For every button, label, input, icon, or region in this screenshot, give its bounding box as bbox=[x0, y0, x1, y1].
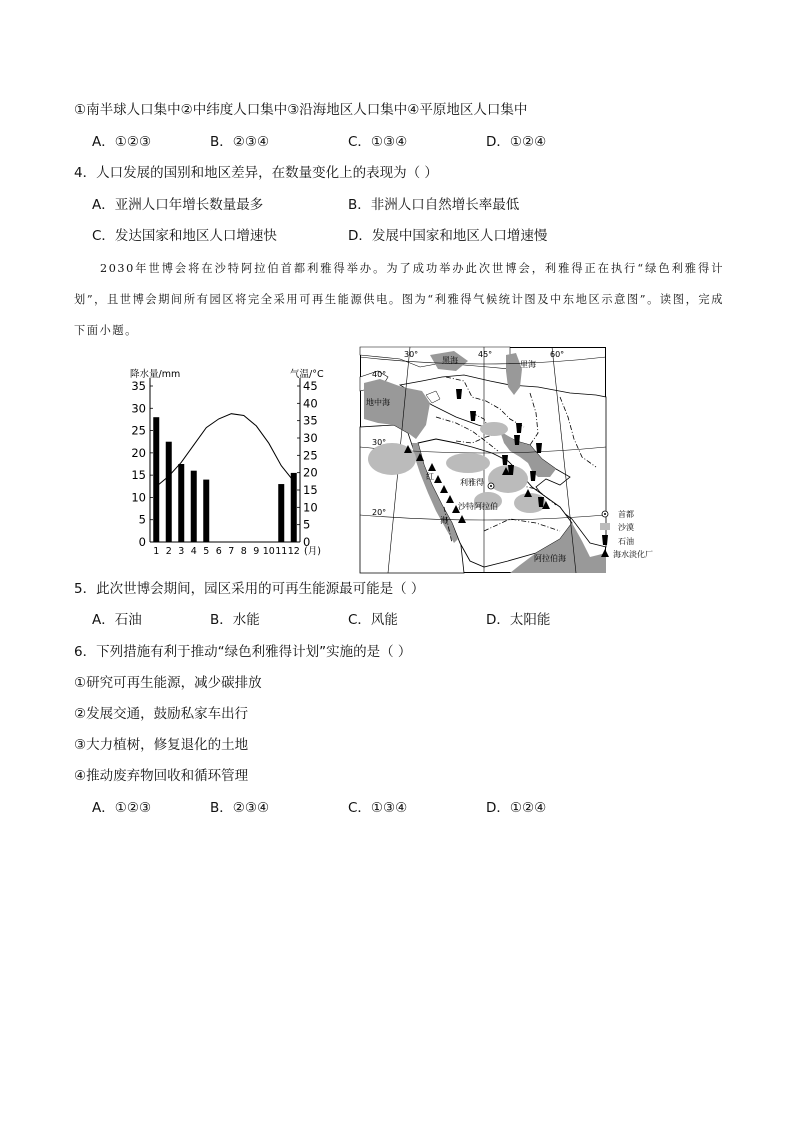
lon-label-30: 30° bbox=[404, 350, 419, 359]
right-tick-label: 45 bbox=[303, 379, 318, 393]
lat-label-20: 20° bbox=[372, 508, 387, 517]
q5-stem: 5．此次世博会期间，园区采用的可再生能源最可能是（ ） bbox=[74, 581, 425, 597]
legend-desert: 沙漠 bbox=[618, 523, 634, 532]
label-red-sea-1: 红 bbox=[426, 472, 434, 481]
right-tick-label: 25 bbox=[303, 448, 318, 463]
q3-option-b: B．②③④ bbox=[210, 134, 270, 150]
left-tick-label: 5 bbox=[138, 512, 146, 527]
q6-option-d: D．①②④ bbox=[486, 800, 547, 816]
lat-label-30: 30° bbox=[372, 438, 387, 447]
q4-option-b: B．非洲人口自然增长率最低 bbox=[348, 197, 520, 213]
q6-item-3: ③大力植树，修复退化的土地 bbox=[74, 737, 249, 753]
month-unit-label: (月) bbox=[304, 546, 321, 557]
month-label: 9 bbox=[253, 546, 260, 557]
label-saudi: 沙特阿拉伯 bbox=[458, 502, 498, 511]
q6-item-1: ①研究可再生能源，减少碳排放 bbox=[74, 675, 262, 691]
left-tick-label: 35 bbox=[131, 379, 146, 393]
q6-option-c: C．①③④ bbox=[348, 800, 408, 816]
capital-marker bbox=[488, 483, 494, 489]
label-red-sea-2: 海 bbox=[440, 516, 448, 525]
right-tick-label: 0 bbox=[303, 535, 311, 549]
lon-label-60: 60° bbox=[550, 350, 565, 359]
lat-label-40: 40° bbox=[372, 370, 387, 379]
left-tick-label: 15 bbox=[131, 468, 146, 483]
q6-option-b: B．②③④ bbox=[210, 800, 270, 816]
precip-bar bbox=[166, 442, 172, 542]
climate-chart bbox=[128, 364, 338, 564]
right-tick-label: 40 bbox=[303, 396, 318, 411]
month-label: 6 bbox=[215, 546, 222, 557]
q4-option-d: D．发展中国家和地区人口增速慢 bbox=[348, 228, 548, 244]
month-label: 2 bbox=[165, 546, 172, 557]
passage-text: 2030年世博会将在沙特阿拉伯首都利雅得举办。为了成功举办此次世博会，利雅得正在执行“绿色利雅得计划”，且世博会期间所有园区将完全采用可再生能源供电。图为“利雅得气候统计图及中东地区示意图”。读图，完成下面小题。 bbox=[74, 262, 724, 337]
legend-oil-icon bbox=[602, 535, 608, 545]
reading-passage bbox=[74, 253, 724, 346]
precip-bar bbox=[191, 471, 197, 542]
month-label: 5 bbox=[203, 546, 210, 557]
middle-east-map bbox=[360, 347, 653, 573]
q3-option-c: C．①③④ bbox=[348, 134, 408, 150]
left-tick-label: 30 bbox=[131, 401, 146, 416]
q6-stem: 6．下列措施有利于推动“绿色利雅得计划”实施的是（ ） bbox=[74, 644, 412, 660]
temperature-line bbox=[156, 414, 293, 487]
right-tick-label: 30 bbox=[303, 431, 318, 445]
label-caspian: 里海 bbox=[520, 360, 536, 369]
month-label: 1 bbox=[153, 546, 160, 557]
q5-option-d: D．太阳能 bbox=[486, 612, 551, 628]
left-tick-label: 10 bbox=[131, 490, 146, 505]
legend-desert-icon bbox=[600, 523, 610, 530]
month-label: 10 bbox=[262, 546, 275, 557]
q3-option-a: A．①②③ bbox=[92, 134, 152, 150]
precip-bar bbox=[153, 417, 159, 542]
q5-option-b: B．水能 bbox=[210, 612, 260, 628]
month-label: 3 bbox=[178, 546, 185, 557]
q6-item-2: ②发展交通，鼓励私家车出行 bbox=[74, 706, 249, 722]
right-tick-label: 20 bbox=[303, 465, 318, 480]
label-arabian-sea: 阿拉伯海 bbox=[534, 554, 566, 563]
month-label: 8 bbox=[240, 546, 247, 557]
month-label: 7 bbox=[228, 546, 235, 557]
q3-option-d: D．①②④ bbox=[486, 134, 547, 150]
legend-desal: 海水淡化厂 bbox=[613, 550, 653, 559]
legend-capital: 首都 bbox=[618, 510, 634, 519]
right-tick-label: 15 bbox=[303, 483, 318, 497]
map-legend bbox=[600, 509, 653, 559]
q3-statement: ①南半球人口集中②中纬度人口集中③沿海地区人口集中④平原地区人口集中 bbox=[74, 102, 528, 118]
legend-oil: 石油 bbox=[618, 537, 634, 546]
q4-stem: 4．人口发展的国别和地区差异，在数量变化上的表现为（ ） bbox=[74, 165, 438, 181]
left-tick-label: 0 bbox=[138, 535, 146, 549]
month-label: 11 bbox=[275, 546, 288, 557]
right-axis-title: 气温/°C bbox=[290, 369, 324, 380]
label-mediterranean: 地中海 bbox=[366, 398, 390, 407]
q5-option-c: C．风能 bbox=[348, 612, 398, 628]
precip-bar bbox=[178, 464, 184, 542]
right-tick-label: 10 bbox=[303, 500, 318, 515]
q5-option-a: A．石油 bbox=[92, 612, 142, 628]
left-tick-label: 20 bbox=[131, 445, 146, 460]
q6-item-4: ④推动废弃物回收和循环管理 bbox=[74, 768, 249, 784]
left-axis-title: 降水量/mm bbox=[130, 369, 181, 380]
q4-option-a: A．亚洲人口年增长数量最多 bbox=[92, 197, 264, 213]
label-black-sea: 黑海 bbox=[442, 356, 458, 365]
left-tick-label: 25 bbox=[131, 423, 146, 438]
right-tick-label: 35 bbox=[303, 413, 318, 428]
precip-bar bbox=[291, 473, 297, 542]
right-tick-label: 5 bbox=[303, 517, 311, 532]
precip-bar bbox=[278, 484, 284, 542]
precip-bar bbox=[203, 480, 209, 542]
q6-option-a: A．①②③ bbox=[92, 800, 152, 816]
month-label: 4 bbox=[190, 546, 197, 557]
month-label: 12 bbox=[287, 546, 300, 557]
lon-label-45: 45° bbox=[478, 350, 493, 359]
label-riyadh: 利雅得 bbox=[460, 478, 484, 487]
q4-option-c: C．发达国家和地区人口增速快 bbox=[92, 228, 277, 244]
